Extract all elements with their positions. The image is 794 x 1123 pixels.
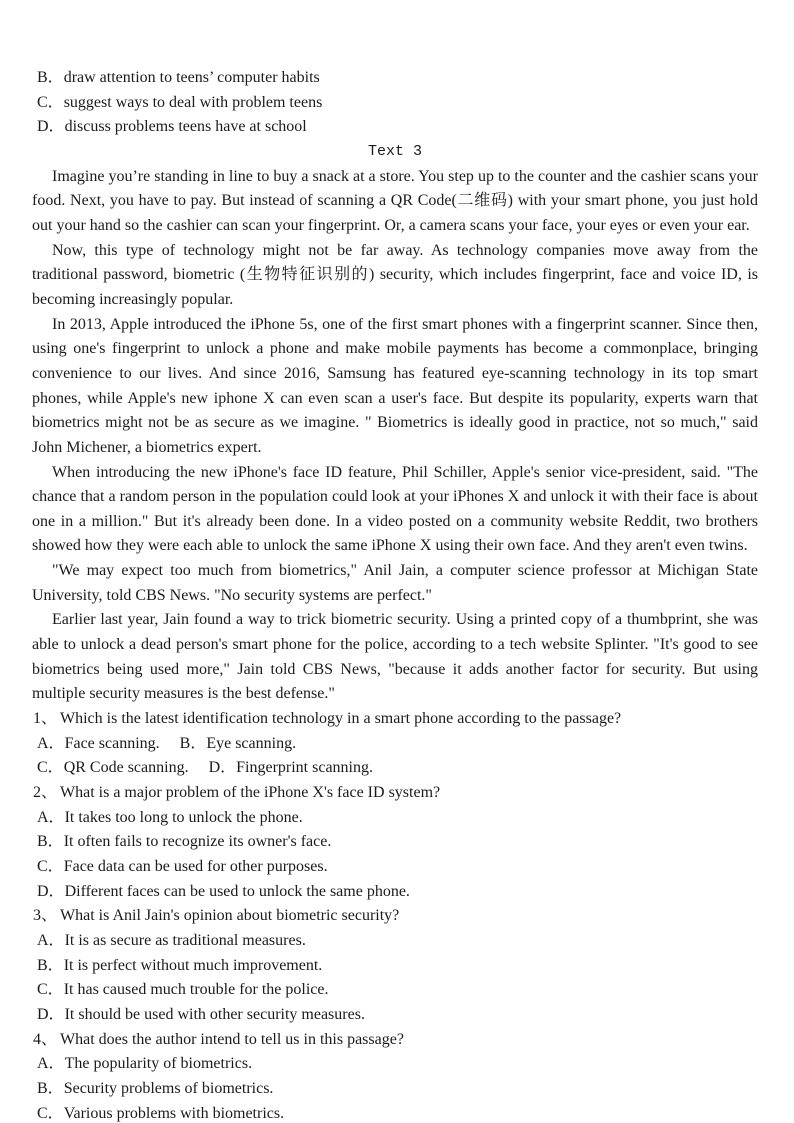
option-text: Fingerprint scanning. <box>236 759 373 777</box>
option-text: The popularity of biometrics. <box>64 1055 253 1073</box>
option-text: draw attention to teens’ computer habits <box>63 69 320 86</box>
option-letter: D． <box>37 118 65 136</box>
option-text: It takes too long to unlock the phone. <box>64 808 303 826</box>
option-text: Different faces can be used to unlock the same phone. <box>64 882 410 900</box>
option-c <box>37 759 189 776</box>
question-4-option-b <box>32 1077 758 1102</box>
passage-paragraph-1: Imagine you’re standing in line to buy a snack at a store. You step up to the counter and the cashier scans your food. Next, you have to pay. But instead of scanning a QR Code(二维码) with your smart phone, you just hold out your hand so the cashier can scan your fingerprint. Or, a camera scans your face, your eyes or even your ear. <box>32 167 758 234</box>
option-letter: B． <box>37 69 64 86</box>
question-text: What is a major problem of the iPhone X's face ID system? <box>60 784 441 802</box>
option-letter: A． <box>37 1055 65 1073</box>
question-2-option-d <box>32 880 758 905</box>
option-letter: B． <box>37 833 64 851</box>
question-3-option-b <box>32 954 758 979</box>
question-2 <box>32 781 758 806</box>
question-text: What does the author intend to tell us in this passage? <box>60 1030 404 1048</box>
option-text: It is perfect without much improvement. <box>63 956 323 974</box>
passage-paragraph-6: Earlier last year, Jain found a way to trick biometric security. Using a printed copy of a thumbprint, she was able to unlock a dead person's smart phone for the police, according to a tech website Splinter. "It's good to see biometrics being used more," Jain told CBS News, "because it adds another factor for security. But using multiple security measures is the best defense." <box>32 611 758 703</box>
option-text: QR Code scanning. <box>63 759 189 777</box>
option-letter: A． <box>37 931 65 949</box>
option-text: It should be used with other security measures. <box>64 1005 365 1023</box>
option-letter: B． <box>37 956 64 974</box>
option-letter: D． <box>37 1005 65 1023</box>
option-text: It often fails to recognize its owner's face. <box>63 833 332 851</box>
option-letter: C． <box>37 93 64 111</box>
option-letter: D． <box>37 882 65 900</box>
question-3-option-d <box>32 1003 758 1028</box>
text3-heading: Text 3 <box>367 142 422 160</box>
question-2-option-a <box>32 806 758 831</box>
passage-paragraph-4: When introducing the new iPhone's face ID feature, Phil Schiller, Apple's senior vice-president, said. "The chance that a random person in the population could look at your iPhones X and unlock it with their face is about one in a million." But it's already been done. In a video posted on a community website Reddit, two brothers showed how they were each able to unlock the same iPhone X using their own face. And they aren't even twins. <box>32 463 758 555</box>
question-text: Which is the latest identification technology in a smart phone according to the passage? <box>60 710 622 728</box>
option-text: Face data can be used for other purposes. <box>63 858 328 875</box>
question-number: 4、 <box>33 1030 58 1048</box>
option-letter: C． <box>37 759 64 777</box>
prev-question-option-c <box>32 91 758 116</box>
question-3-option-a <box>32 929 758 954</box>
option-text: Face scanning. <box>64 734 160 752</box>
passage-paragraph-2: Now, this type of technology might not be far away. As technology companies move away from the traditional password, biometric (生物特征识别的) security, which includes fingerprint, face and voice ID, is becoming increasingly popular. <box>32 241 758 308</box>
question-4 <box>32 1028 758 1053</box>
prev-question-option-b <box>32 66 758 91</box>
option-letter: C． <box>37 981 64 999</box>
question-number: 1、 <box>33 710 58 728</box>
question-1-options-cd <box>32 756 758 781</box>
question-4-option-a <box>32 1052 758 1077</box>
option-letter: A． <box>37 808 65 826</box>
option-d <box>209 759 373 776</box>
passage-paragraph-5: "We may expect too much from biometrics," Anil Jain, a computer science professor at Michigan State University, told CBS News. "No security systems are perfect." <box>32 562 758 604</box>
option-letter: C． <box>37 858 64 875</box>
option-a <box>37 735 160 752</box>
question-3 <box>32 904 758 929</box>
option-text: discuss problems teens have at school <box>64 118 307 136</box>
option-text: Security problems of biometrics. <box>63 1079 274 1097</box>
option-letter: C． <box>37 1104 64 1122</box>
option-text: Various problems with biometrics. <box>63 1104 285 1122</box>
question-2-option-b <box>32 830 758 855</box>
question-3-option-c <box>32 978 758 1003</box>
passage-paragraph-3: In 2013, Apple introduced the iPhone 5s, one of the first smart phones with a fingerprint scanner. Since then, using one's fingerprint to unlock a phone and make mobile payments has become a commonplace, bringing convenience to our lives. And since 2016, Samsung has featured eye-scanning technology in its top smart phones, while Apple's new iphone X can even scan a user's face. But despite its popularity, experts warn that biometrics might not be as secure as we imagine. " Biometrics is ideally good in practice, not so much," said John Michener, a biometrics expert. <box>32 315 758 456</box>
option-text: It is as secure as traditional measures. <box>64 931 306 949</box>
question-1 <box>32 707 758 732</box>
question-4-option-c <box>32 1102 758 1123</box>
option-text: suggest ways to deal with problem teens <box>63 93 323 111</box>
option-letter: D． <box>208 759 237 777</box>
question-number: 2、 <box>33 784 58 802</box>
question-text: What is Anil Jain's opinion about biometric security? <box>60 907 400 925</box>
question-number: 3、 <box>33 907 58 925</box>
option-letter: B． <box>179 734 207 752</box>
option-text: Eye scanning. <box>206 734 297 752</box>
option-letter: A． <box>37 734 65 752</box>
option-letter: B． <box>37 1079 64 1097</box>
question-2-option-c <box>32 855 758 880</box>
option-text: It has caused much trouble for the police. <box>63 981 329 999</box>
option-b <box>180 735 296 752</box>
prev-question-option-d <box>32 115 758 140</box>
question-1-options-ab <box>32 732 758 757</box>
